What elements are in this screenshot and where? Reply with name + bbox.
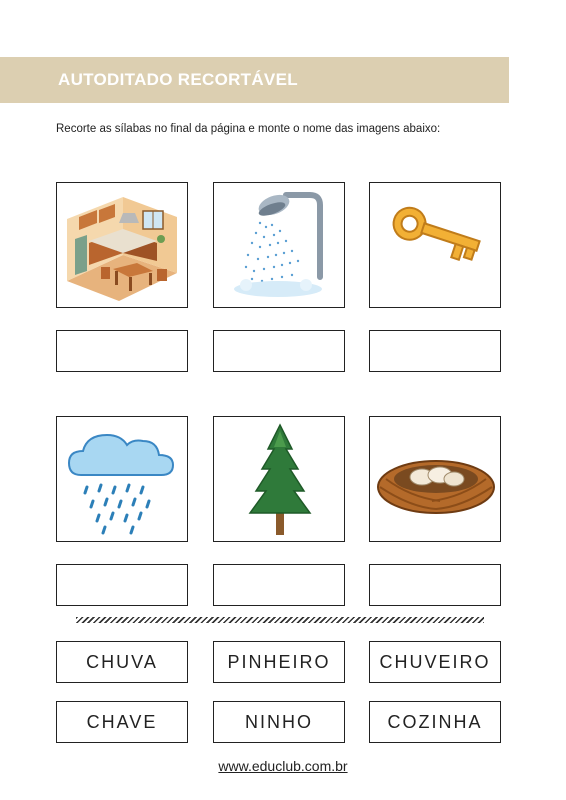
answer-box-rain-cloud (56, 564, 188, 606)
pine-tree-icon (214, 417, 345, 542)
shower-icon (214, 183, 345, 308)
kitchen-picture (56, 182, 188, 308)
nest-icon (370, 417, 501, 542)
word-card[interactable]: CHAVE (56, 701, 188, 743)
shower-picture (213, 182, 345, 308)
word-card[interactable]: NINHO (213, 701, 345, 743)
cut-line-divider (76, 617, 484, 623)
answer-box-nest (369, 564, 501, 606)
word-card[interactable]: COZINHA (369, 701, 501, 743)
answer-box-kitchen (56, 330, 188, 372)
title-banner (0, 57, 509, 103)
pine-tree-picture (213, 416, 345, 542)
footer-url: www.educlub.com.br (218, 758, 348, 774)
kitchen-icon (57, 183, 188, 308)
word-card[interactable]: PINHEIRO (213, 641, 345, 683)
answer-box-pine-tree (213, 564, 345, 606)
rain-cloud-icon (57, 417, 188, 542)
word-card[interactable]: CHUVA (56, 641, 188, 683)
nest-picture (369, 416, 501, 542)
word-card[interactable]: CHUVEIRO (369, 641, 501, 683)
instruction-text: Recorte as sílabas no final da página e monte o nome das imagens abaixo: (56, 123, 441, 135)
page-title: AUTODITADO RECORTÁVEL (58, 70, 298, 89)
key-picture (369, 182, 501, 308)
key-icon (370, 183, 501, 308)
answer-box-key (369, 330, 501, 372)
rain-cloud-picture (56, 416, 188, 542)
answer-box-shower (213, 330, 345, 372)
